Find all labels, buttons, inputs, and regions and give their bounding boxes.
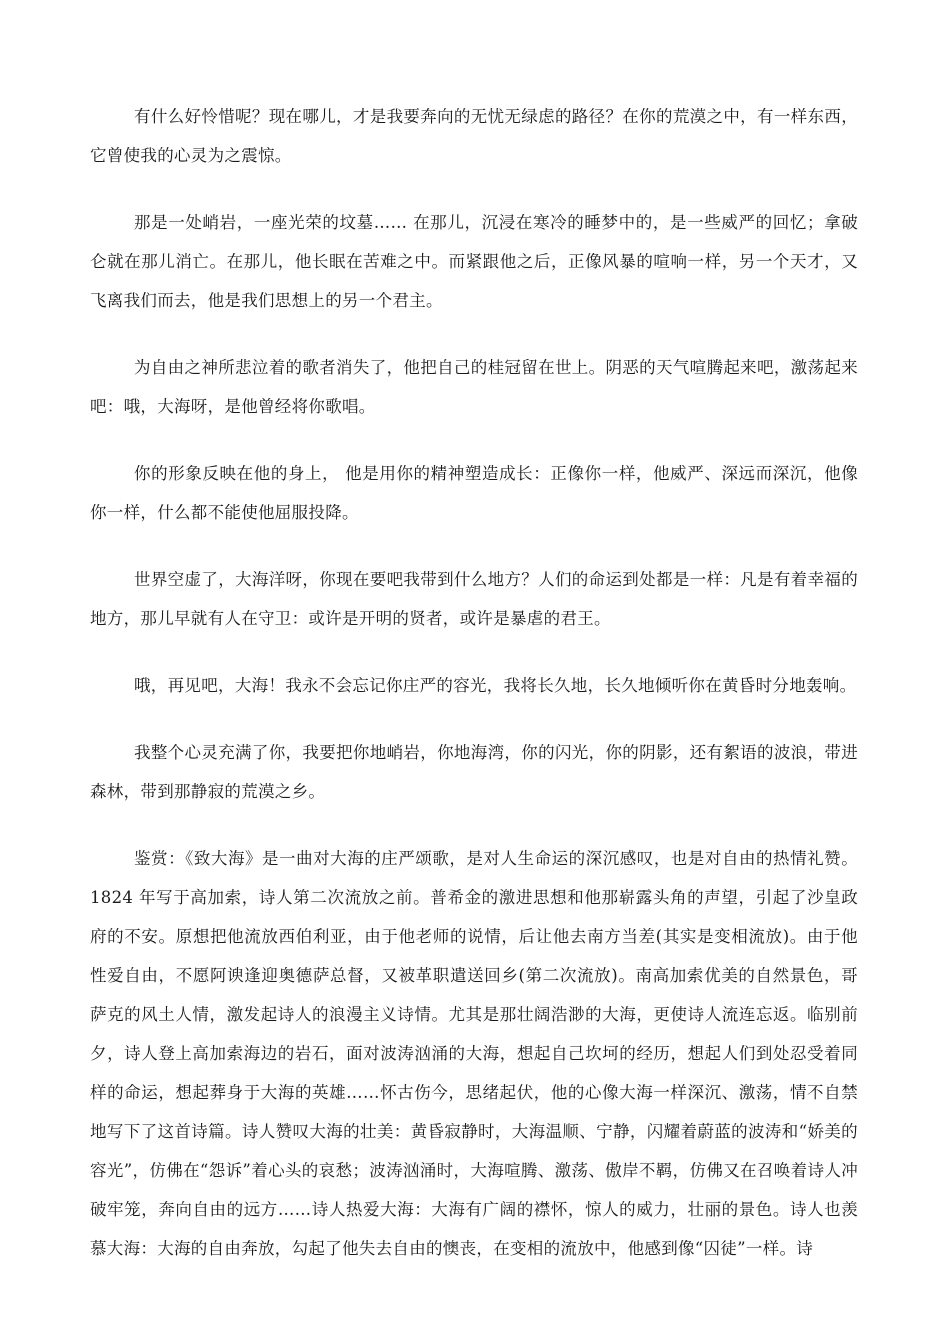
paragraph-2: 那是一处峭岩，一座光荣的坟墓…… 在那儿，沉浸在寒冷的睡梦中的，是一些威严的回忆；拿破仑就在那儿消亡。在那儿，他长眠在苦难之中。而紧跟他之后，正像风暴的喧响一样，另一个天才，又飞离我们而去，他是我们思想上的另一个君主。 — [90, 213, 858, 310]
paragraph-3: 为自由之神所悲泣着的歌者消失了，他把自己的桂冠留在世上。阴恶的天气喧腾起来吧，激荡起来吧：哦，大海呀，是他曾经将你歌唱。 — [90, 358, 858, 416]
paragraph-6: 哦，再见吧，大海！我永不会忘记你庄严的容光，我将长久地，长久地倾听你在黄昏时分地轰响。 — [134, 676, 857, 695]
paragraph-5: 世界空虚了，大海洋呀，你现在要吧我带到什么地方？人们的命运到处都是一样：凡是有着幸福的地方，那儿早就有人在守卫：或许是开明的贤者，或许是暴虐的君王。 — [90, 570, 858, 628]
document-page — [90, 97, 858, 1268]
paragraph-appreciation: 鉴赏：《致大海》是一曲对大海的庄严颂歌，是对人生命运的深沉感叹，也是对自由的热情礼赞。1824 年写于高加索，诗人第二次流放之前。普希金的激进思想和他那崭露头角的声望，引起了沙皇政府的不安。原想把他流放西伯利亚，由于他老师的说情，后让他去南方当差(其实是变相流放)。由于他性爱自由，不愿阿谀逢迎奥德萨总督，又被革职遣送回乡(第二次流放)。南高加索优美的自然景色，哥萨克的风土人情，激发起诗人的浪漫主义诗情。尤其是那壮阔浩渺的大海，更使诗人流连忘返。临别前夕，诗人登上高加索海边的岩石，面对波涛汹涌的大海，想起自己坎坷的经历，想起人们到处忍受着同样的命运，想起葬身于大海的英雄……怀古伤今，思绪起伏，他的心像大海一样深沉、激荡，情不自禁地写下了这首诗篇。诗人赞叹大海的壮美：黄昏寂静时，大海温顺、宁静，闪耀着蔚蓝的波涛和“娇美的容光”，仿佛在“怨诉”着心头的哀愁；波涛汹涌时，大海喧腾、激荡、傲岸不羁，仿佛又在召唤着诗人冲破牢笼，奔向自由的远方……诗人热爱大海：大海有广阔的襟怀，惊人的威力，壮丽的景色。诗人也羡慕大海：大海的自由奔放，勾起了他失去自由的懊丧，在变相的流放中，他感到像“囚徒”一样。诗 — [90, 849, 858, 1258]
paragraph-4: 你的形象反映在他的身上， 他是用你的精神塑造成长：正像你一样，他威严、深远而深沉，他像你一样，什么都不能使他屈服投降。 — [90, 464, 858, 522]
paragraph-1: 有什么好怜惜呢？现在哪儿，才是我要奔向的无忧无绿虑的路径？在你的荒漠之中，有一样东西，它曾使我的心灵为之震惊。 — [90, 107, 858, 165]
paragraph-7: 我整个心灵充满了你，我要把你地峭岩，你地海湾，你的闪光，你的阴影，还有絮语的波浪，带进森林，带到那静寂的荒漠之乡。 — [90, 743, 858, 801]
